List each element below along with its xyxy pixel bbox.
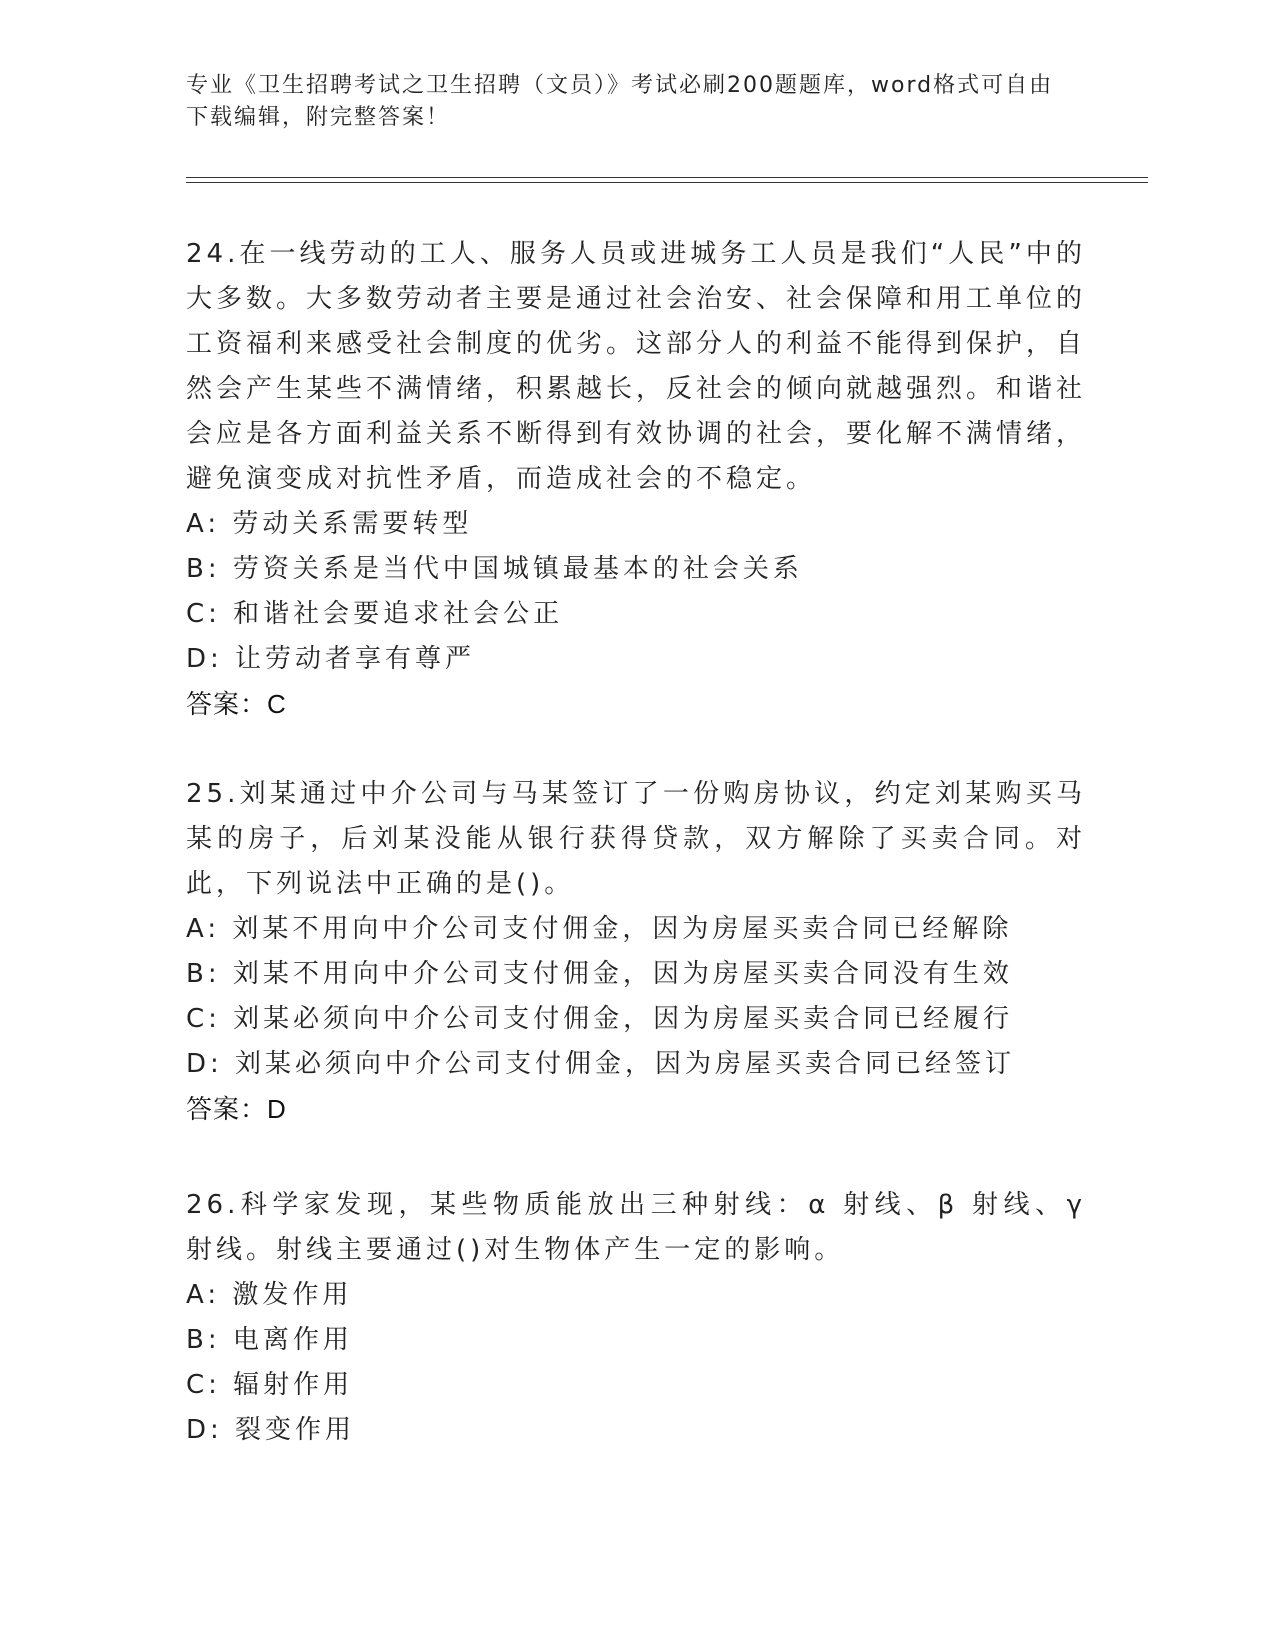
question-stem: 26.科学家发现，某些物质能放出三种射线：α 射线、β 射线、γ 射线。射线主要通过()对生物体产生一定的影响。: [186, 1190, 1086, 1265]
option-a: A: 激发作用: [186, 1280, 353, 1310]
option-c: C: 辐射作用: [186, 1370, 354, 1400]
question-stem: 24.在一线劳动的工人、服务人员或进城务工人员是我们“人民”中的大多数。大多数劳动者主要是通过社会治安、社会保障和用工单位的工资福利来感受社会制度的优劣。这部分人的利益不能得到保护，自然会产生某些不满情绪，积累越长，反社会的倾向就越强烈。和谐社会应是各方面利益关系不断得到有效协调的社会，要化解不满情绪，避免演变成对抗性矛盾，而造成社会的不稳定。: [186, 239, 1087, 494]
header-divider-bottom: [186, 182, 1148, 183]
question-24: [186, 232, 1086, 727]
option-c: C: 和谐社会要追求社会公正: [186, 599, 564, 629]
option-a: A: 刘某不用向中介公司支付佣金，因为房屋买卖合同已经解除: [186, 914, 1013, 944]
answer-line: 答案：C: [186, 689, 287, 719]
option-b: B: 劳资关系是当代中国城镇最基本的社会关系: [186, 554, 803, 584]
question-stem: 25.刘某通过中介公司与马某签订了一份购房协议，约定刘某购买马某的房子，后刘某没能从银行获得贷款，双方解除了买卖合同。对此，下列说法中正确的是()。: [186, 779, 1086, 899]
option-d: D: 刘某必须向中介公司支付佣金，因为房屋买卖合同已经签订: [186, 1049, 1016, 1079]
option-c: C: 刘某必须向中介公司支付佣金，因为房屋买卖合同已经履行: [186, 1004, 1014, 1034]
option-b: B: 刘某不用向中介公司支付佣金，因为房屋买卖合同没有生效: [186, 959, 1013, 989]
document-header: 专业《卫生招聘考试之卫生招聘（文员）》考试必刷200题题库，word格式可自由下载编辑，附完整答案！: [186, 73, 1054, 130]
option-b: B: 电离作用: [186, 1325, 353, 1355]
header-divider-top: [186, 177, 1148, 178]
answer-line: 答案：D: [186, 1094, 287, 1124]
option-d: D: 让劳动者享有尊严: [186, 644, 476, 674]
question-25: [186, 772, 1086, 1132]
question-26: [186, 1183, 1086, 1453]
option-a: A: 劳动关系需要转型: [186, 509, 473, 539]
option-d: D: 裂变作用: [186, 1415, 356, 1445]
